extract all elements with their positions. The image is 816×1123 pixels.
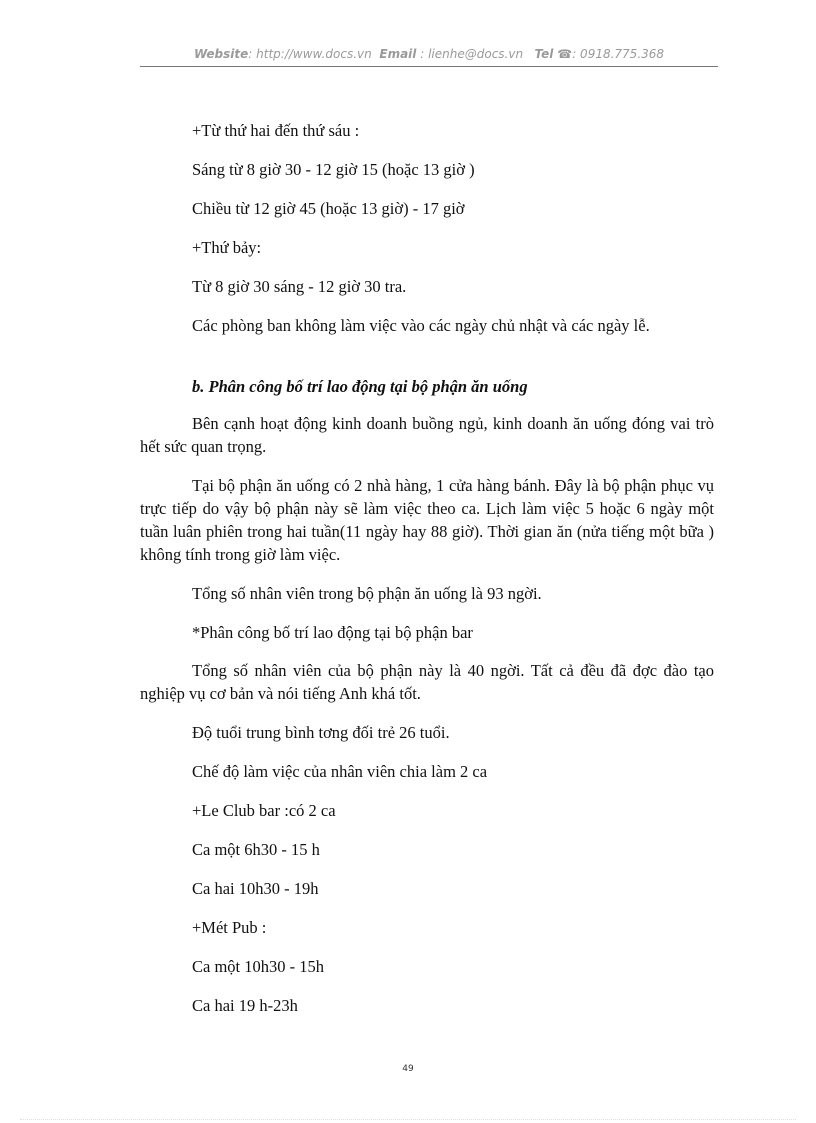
page-header xyxy=(140,47,718,65)
phone-icon: ☎ xyxy=(557,47,573,61)
closed-days-paragraph: Các phòng ban không làm việc vào các ngày chủ nhật và các ngày lễ. xyxy=(192,316,650,335)
morning-hours: Sáng từ 8 giờ 30 - 12 giờ 15 (hoặc 13 giờ ) xyxy=(192,160,475,179)
email-label: Email xyxy=(379,47,417,61)
met-pub-shift-two: Ca hai 19 h-23h xyxy=(192,996,298,1015)
section-heading-b: b. Phân công bố trí lao động tại bộ phận ăn uống xyxy=(192,377,528,396)
email-value: : lienhe@docs.vn xyxy=(420,47,524,61)
header-divider xyxy=(140,66,718,67)
met-pub-heading: +Mét Pub : xyxy=(192,918,267,937)
page-number: 49 xyxy=(402,1064,414,1074)
page-bottom-border xyxy=(20,1119,796,1120)
weekday-schedule-heading: +Từ thứ hai đến thứ sáu : xyxy=(192,121,360,140)
saturday-heading: +Thứ bảy: xyxy=(192,238,262,257)
bar-staff-paragraph: Tổng số nhân viên của bộ phận này là 40 ngời. Tất cả đều đã đợc đào tạo nghiệp vụ cơ bản và nói tiếng Anh khá tốt. xyxy=(140,661,714,703)
tel-label: Tel xyxy=(534,47,554,61)
le-club-shift-two: Ca hai 10h30 - 19h xyxy=(192,879,319,898)
food-service-staff-count: Tổng số nhân viên trong bộ phận ăn uống là 93 ngời. xyxy=(192,584,542,603)
website-value: : http://www.docs.vn xyxy=(248,47,372,61)
average-age: Độ tuổi trung bình tơng đối trẻ 26 tuổi. xyxy=(192,723,450,742)
food-service-intro-paragraph: Bên cạnh hoạt động kinh doanh buồng ngủ, kinh doanh ăn uống đóng vai trò hết sức quan trọng. xyxy=(140,414,714,456)
afternoon-hours: Chiều từ 12 giờ 45 (hoặc 13 giờ) - 17 giờ xyxy=(192,199,465,218)
shift-overview: Chế độ làm việc của nhân viên chia làm 2 ca xyxy=(192,762,488,781)
website-label: Website xyxy=(193,47,249,61)
saturday-hours: Từ 8 giờ 30 sáng - 12 giờ 30 tra. xyxy=(192,277,407,296)
food-service-shift-paragraph: Tại bộ phận ăn uống có 2 nhà hàng, 1 cửa hàng bánh. Đây là bộ phận phục vụ trực tiếp do vậy bộ phận này sẽ làm việc theo ca. Lịch làm việc 5 hoặc 6 ngày một tuần luân phiên trong hai tuần(11 ngày hay 88 giờ). Thời gian ăn (nửa tiếng một bữa ) không tính trong giờ làm việc. xyxy=(140,476,714,564)
bar-section-heading: *Phân công bố trí lao động tại bộ phận bar xyxy=(192,623,473,642)
tel-value: : 0918.775.368 xyxy=(572,47,665,61)
le-club-bar-heading: +Le Club bar :có 2 ca xyxy=(192,801,336,820)
le-club-shift-one: Ca một 6h30 - 15 h xyxy=(192,840,320,859)
met-pub-shift-one: Ca một 10h30 - 15h xyxy=(192,957,324,976)
